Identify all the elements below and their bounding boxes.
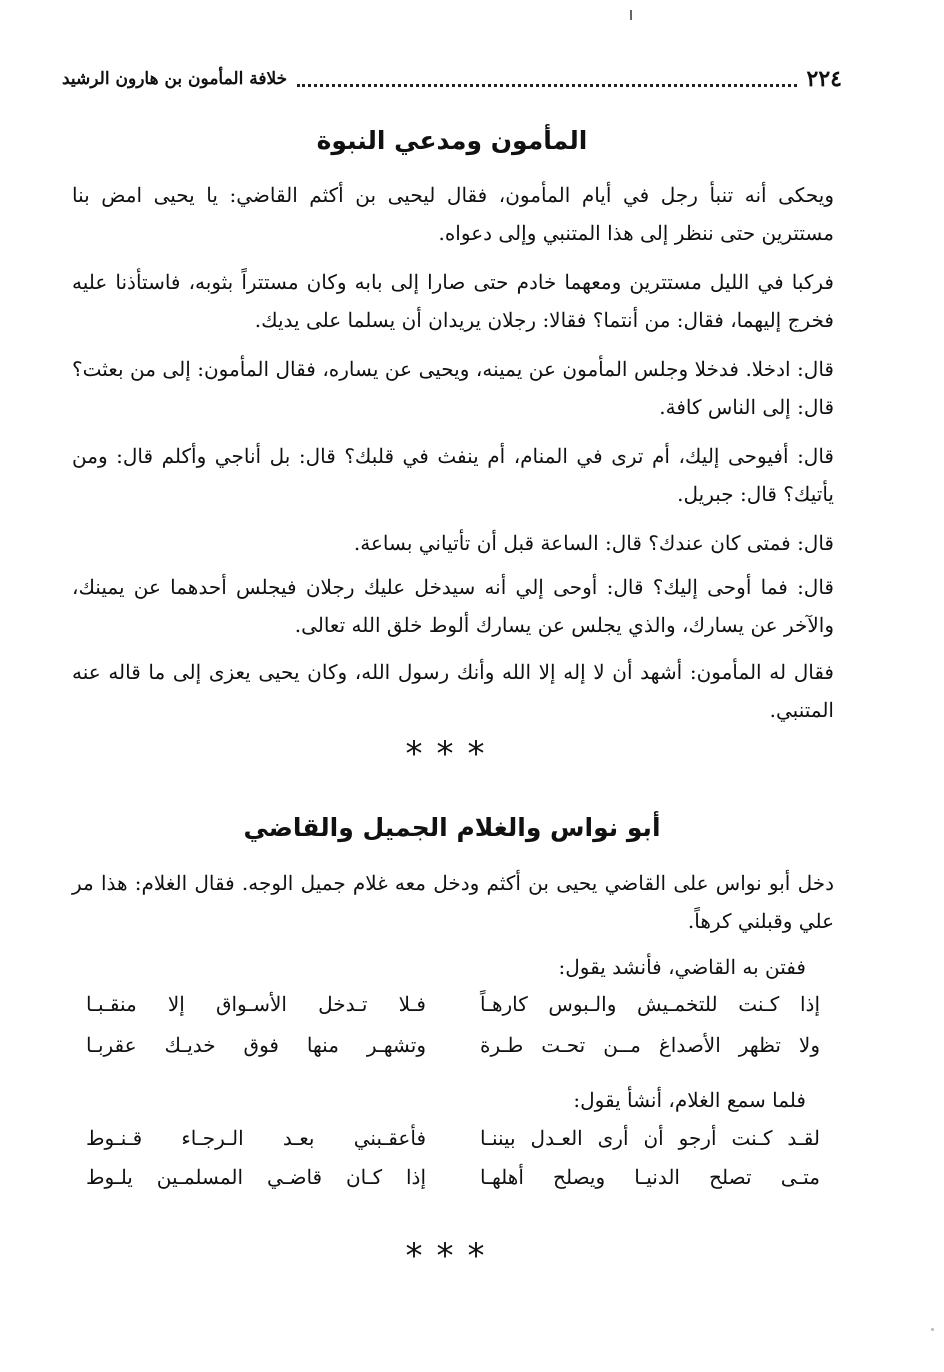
verse-first-hemistich: إذا كـنت للتخمـيش والـبوس كارهـاً bbox=[480, 992, 820, 1016]
verse-second-hemistich: فأعقـبني بعـد الـرجـاء قـنـوط bbox=[86, 1126, 426, 1150]
running-title: خلافة المأمون بن هارون الرشيد bbox=[62, 69, 288, 89]
poem-lead-2: فلما سمع الغلام، أنشأ يقول: bbox=[573, 1088, 806, 1112]
intro-paragraph: دخل أبو نواس على القاضي يحيى بن أكثم ودخل معه غلام جميل الوجه. فقال الغلام: هذا مر علي وقبلني كرهاً. bbox=[72, 871, 834, 933]
verse-line bbox=[72, 1165, 834, 1205]
verse-first-hemistich: متـى تصلح الدنيـا ويصلح أهلهـا bbox=[480, 1165, 820, 1189]
paragraph-2: فركبا في الليل مستترين ومعهما خادم حتى صارا إلى بابه وكان مستتراً بثوبه، فاستأذنا عليه فخرج إليهما، فقال: من أنتما؟ فقالا: رجلان يريدان أن يسلما على يديك. bbox=[72, 270, 834, 332]
verse-line bbox=[72, 1126, 834, 1166]
header-dot-leader bbox=[297, 84, 796, 87]
verse-line bbox=[72, 992, 834, 1032]
poem-lead-1: ففتن به القاضي، فأنشد يقول: bbox=[558, 955, 806, 979]
verse-second-hemistich: فـلا تـدخل الأسـواق إلا منقـبـا bbox=[86, 992, 426, 1016]
section-title-1: المأمون ومدعي النبوة bbox=[316, 126, 588, 155]
paragraph-1: ويحكى أنه تنبأ رجل في أيام المأمون، فقال ليحيى بن أكثم القاضي: يا يحيى امض بنا مستترين حتى ننظر إلى هذا المتنبي وإلى دعواه. bbox=[72, 183, 834, 245]
verse-line bbox=[72, 1033, 834, 1073]
verse-second-hemistich: إذا كـان قاضـي المسلمـين يلـوط bbox=[86, 1165, 426, 1189]
verse-first-hemistich: لقـد كـنت أرجو أن أرى العـدل بيننـا bbox=[480, 1126, 820, 1150]
scan-mark bbox=[630, 10, 632, 20]
paragraph-4: قال: أفيوحى إليك، أم ترى في المنام، أم ينفث في قلبك؟ قال: بل أناجي وأكلم قال: ومن يأتيك؟ قال: جبريل. bbox=[72, 444, 834, 506]
section-separator-2: *** bbox=[405, 1236, 499, 1276]
paragraph-7: فقال له المأمون: أشهد أن لا إله إلا الله وأنك رسول الله، وكان يحيى يعزى إلى ما قاله عنه المتنبي. bbox=[72, 660, 834, 722]
section-separator-1: *** bbox=[405, 734, 499, 774]
verse-first-hemistich: ولا تظهر الأصداغ مــن تحـت طـرة bbox=[480, 1033, 820, 1057]
verse-second-hemistich: وتشهـر منها فوق خديـك عقربـا bbox=[86, 1033, 426, 1057]
section-title-2: أبو نواس والغلام الجميل والقاضي bbox=[243, 813, 661, 842]
paragraph-3: قال: ادخلا. فدخلا وجلس المأمون عن يمينه، ويحيى عن يساره، فقال المأمون: إلى من بعثت؟ قال: إلى الناس كافة. bbox=[72, 357, 834, 419]
running-header bbox=[62, 62, 842, 96]
paragraph-5: قال: فمتى كان عندك؟ قال: الساعة قبل أن تأتياني بساعة. bbox=[353, 531, 834, 555]
paragraph-6: قال: فما أوحى إليك؟ قال: أوحى إلي أنه سيدخل عليك رجلان فيجلس أحدهما عن يمينك، والآخر عن يسارك، والذي يجلس عن يسارك ألوط خلق الله تعالى. bbox=[72, 575, 834, 637]
scan-speck bbox=[931, 1328, 934, 1331]
page-number: ٢٢٤ bbox=[806, 66, 842, 92]
